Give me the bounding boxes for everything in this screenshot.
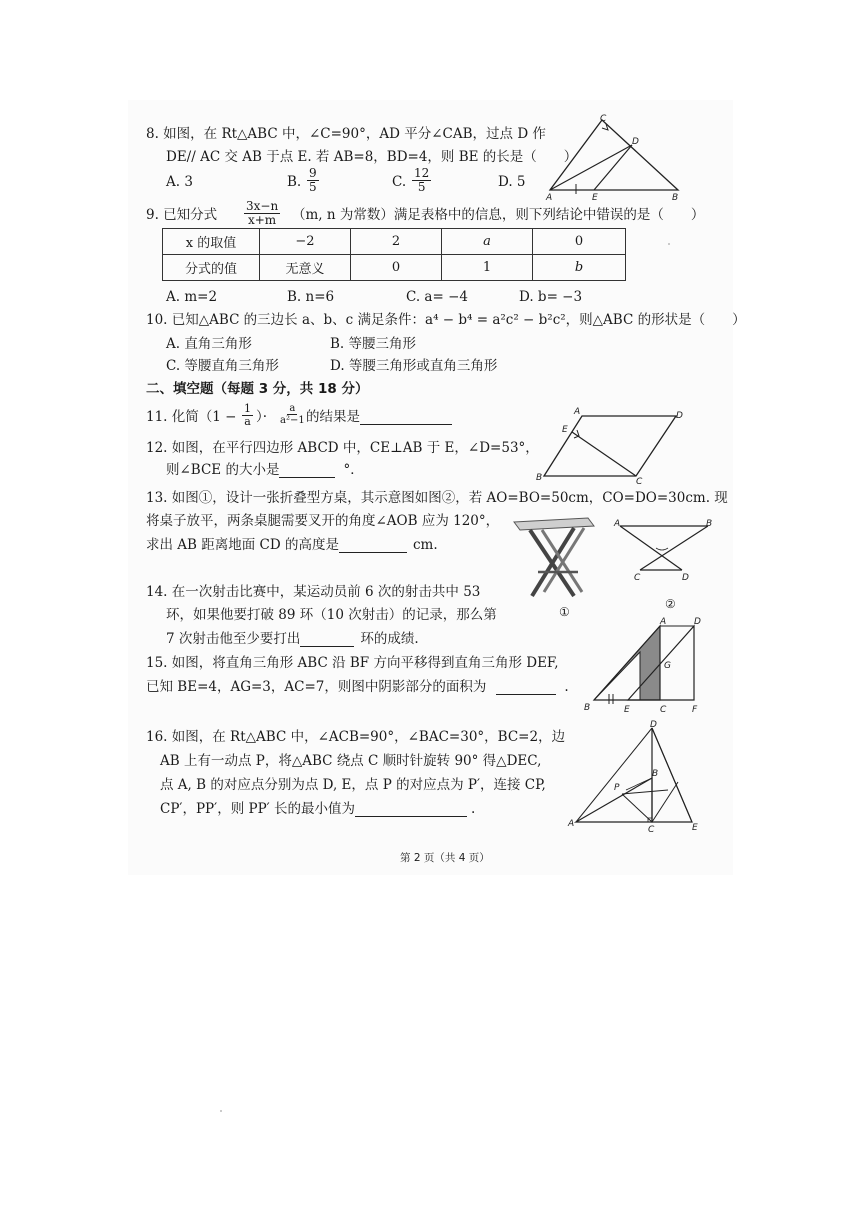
q15-fig-label-e: E: [624, 705, 630, 715]
table-row: [163, 229, 626, 255]
q13-diagram: [612, 518, 712, 588]
q15-answer-blank: [496, 680, 556, 695]
q11-suffix-text: 的结果是: [306, 409, 360, 425]
q8-option-a: A. 3: [166, 174, 193, 190]
q11-fraction-2-denominator: a²−1: [280, 415, 305, 426]
q12-figure: [536, 407, 696, 487]
table-cell: 分式的值: [163, 255, 260, 281]
section-heading-fill-in: 二、填空题（每题 3 分，共 18 分）: [146, 381, 369, 397]
q11-mid: ）·: [256, 409, 268, 425]
q8-option-b-prefix: B.: [287, 174, 302, 190]
q9-value-table: [162, 228, 626, 281]
q16-fig-label-b: B: [652, 769, 659, 779]
table-cell: 无意义: [260, 255, 351, 281]
scan-speck: [668, 243, 670, 245]
q12-fig-label-b: B: [536, 473, 543, 483]
q8-fig-label-c: C: [600, 114, 607, 124]
q15-line1: 15. 如图，将直角三角形 ABC 沿 BF 方向平移得到直角三角形 DEF,: [146, 655, 559, 671]
q13-fig-label-c: C: [634, 573, 641, 583]
q13-fig-label-d: D: [682, 573, 689, 583]
q8-option-b-denominator: 5: [309, 180, 317, 195]
q9-fraction-numerator: 3x−n: [246, 199, 279, 213]
q16-figure: [566, 720, 706, 835]
table-cell: 1: [442, 255, 533, 281]
q12-line1: 12. 如图，在平行四边形 ABCD 中，CE⊥AB 于 E，∠D=53°，: [146, 440, 539, 456]
q11-fraction-1-denominator: a: [244, 415, 251, 429]
q9-option-d: D. b= −3: [519, 289, 583, 305]
q15-figure: [580, 616, 701, 715]
q14-line2: 环，如果他要打破 89 环（10 次射击）的记录，那么第: [166, 607, 497, 623]
q12-line2: [166, 462, 364, 478]
table-cell: 0: [351, 255, 442, 281]
q16-line1: 16. 如图，在 Rt△ABC 中，∠ACB=90°，∠BAC=30°，BC=2，边: [146, 729, 566, 745]
q9-prefix: 9. 已知分式: [146, 207, 218, 223]
q8-line2: DE// AC 交 AB 于点 E. 若 AB=8，BD=4，则 BE 的长是（ ）: [166, 149, 578, 165]
q10-option-c: C. 等腰直角三角形: [166, 358, 279, 374]
q8-option-c-prefix: C.: [392, 174, 407, 190]
table-row: [163, 255, 626, 281]
q8-option-d: D. 5: [498, 174, 526, 190]
q16-fig-label-a: A: [568, 819, 575, 829]
q8-option-c-denominator: 5: [417, 180, 426, 195]
q9-fraction: [244, 200, 280, 227]
q8-fig-label-a: A: [546, 193, 553, 203]
table-cell: 0: [533, 229, 626, 255]
q10-option-b: B. 等腰三角形: [330, 336, 417, 352]
q16-fig-label-c: C: [648, 825, 655, 835]
q15-fig-label-b: B: [584, 703, 591, 713]
page-footer: 第 2 页（共 4 页）: [400, 852, 490, 864]
scan-speck: [220, 1110, 222, 1112]
table-cell: x 的取值: [163, 229, 260, 255]
q13-line2: 将桌子放平，两条桌腿需要叉开的角度∠AOB 应为 120°，: [146, 513, 500, 529]
q11-fraction-1: [242, 403, 253, 428]
q8-option-b-numerator: 9: [309, 166, 317, 180]
q11-fraction-2-numerator: a: [289, 403, 296, 414]
q15-line2-end: .: [564, 679, 569, 695]
q8-fig-label-d: D: [632, 137, 639, 147]
q13-figure-1-label: ①: [559, 605, 570, 619]
table-cell: b: [533, 255, 626, 281]
q15-line2: [146, 679, 569, 695]
q8-option-b-fraction: [307, 167, 319, 194]
q13-line3-text: 求出 AB 距离地面 CD 的高度是: [146, 537, 339, 553]
q9-fraction-denominator: x+m: [247, 213, 277, 228]
q10-option-d: D. 等腰三角形或直角三角形: [330, 358, 498, 374]
q14-line1: 14. 在一次射击比赛中，某运动员前 6 次的射击共中 53: [146, 584, 481, 600]
q14-line3-end: 环的成绩.: [360, 631, 419, 647]
q8-fig-label-e: E: [592, 193, 598, 203]
q12-line2-unit: °．: [343, 462, 364, 478]
q9-suffix: （m, n 为常数）满足表格中的信息，则下列结论中错误的是（ ）: [292, 207, 705, 223]
q15-fig-label-d: D: [694, 617, 701, 627]
q13-answer-blank: [339, 538, 407, 553]
q16-line4-text: CP′，PP′，则 PP′ 长的最小值为: [160, 801, 356, 817]
q15-fig-label-f: F: [692, 705, 698, 715]
q11-fraction-2: [280, 403, 305, 426]
q14-line3-text: 7 次射击他至少要打出: [166, 631, 301, 647]
q12-fig-label-d: D: [676, 411, 683, 421]
q10-option-a: A. 直角三角形: [166, 336, 252, 352]
q11-prefix: 11. 化简（1 −: [146, 409, 237, 425]
q12-line2-text: 则∠BCE 的大小是: [166, 462, 280, 478]
q16-line3: 点 A, B 的对应点分别为点 D, E，点 P 的对应点为 P′，连接 CP,: [160, 777, 546, 793]
q15-fig-label-c: C: [660, 705, 667, 715]
q14-answer-blank: [300, 632, 354, 647]
q13-fig-label-a: A: [614, 519, 621, 529]
q8-figure: [542, 112, 692, 203]
q12-fig-label-a: A: [574, 407, 581, 417]
q9-option-a: A. m=2: [166, 289, 218, 305]
q9-option-b: B. n=6: [287, 289, 335, 305]
q13-line3-unit: cm.: [413, 537, 438, 553]
q13-line3: [146, 537, 438, 553]
q8-line1: 8. 如图，在 Rt△ABC 中，∠C=90°，AD 平分∠CAB，过点 D 作: [146, 126, 546, 142]
q12-fig-label-c: C: [636, 477, 643, 487]
q16-line4: [160, 801, 475, 817]
q13-fig-label-b: B: [706, 519, 713, 529]
q10-stem: 10. 已知△ABC 的三边长 a、b、c 满足条件：a⁴ − b⁴ = a²c² − b²c²，则△ABC 的形状是（ ）: [146, 312, 746, 328]
q16-line4-end: .: [471, 801, 476, 817]
q15-line2-text: 已知 BE=4，AG=3，AC=7，则图中阴影部分的面积为: [146, 679, 487, 695]
q8-option-c-fraction: [412, 167, 431, 194]
q13-line1: 13. 如图①，设计一张折叠型方桌，其示意图如图②，若 AO=BO=50cm，CO=DO=30cm. 现: [146, 490, 728, 506]
q16-fig-label-d: D: [650, 720, 657, 730]
q12-fig-label-e: E: [562, 425, 568, 435]
q16-fig-label-p: P: [614, 783, 620, 793]
table-cell: 2: [351, 229, 442, 255]
q8-fig-label-b: B: [672, 193, 679, 203]
q13-table-photo: [508, 512, 600, 612]
q15-fig-label-g: G: [664, 661, 671, 671]
q13-figure-2-label: ②: [665, 597, 676, 611]
q15-fig-label-a: A: [660, 617, 667, 627]
q16-answer-blank: [355, 802, 467, 817]
q12-answer-blank: [279, 463, 335, 478]
table-cell: −2: [260, 229, 351, 255]
q14-line3: [166, 631, 419, 647]
q16-line2: AB 上有一动点 P，将△ABC 绕点 C 顺时针旋转 90° 得△DEC,: [160, 753, 542, 769]
table-cell: a: [442, 229, 533, 255]
q11-answer-blank: [360, 410, 452, 425]
q9-option-c: C. a= −4: [406, 289, 468, 305]
q8-option-c-numerator: 12: [414, 166, 430, 180]
q16-fig-label-e: E: [692, 823, 698, 833]
q11-fraction-1-numerator: 1: [244, 402, 251, 415]
q11-suffix: [306, 409, 452, 425]
